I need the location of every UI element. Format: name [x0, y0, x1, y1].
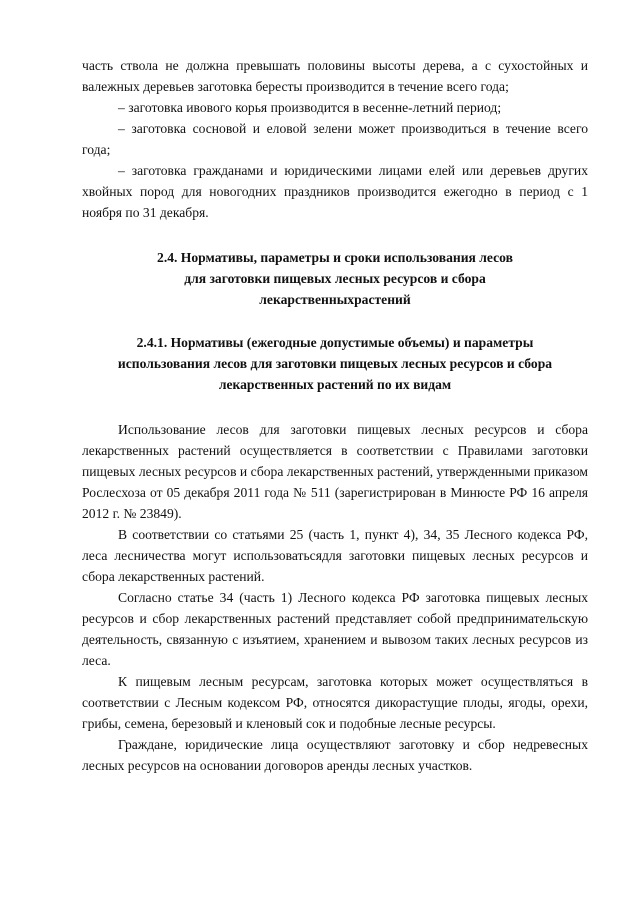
- section-heading-2-4-line-3: лекарственныхрастений: [259, 292, 411, 307]
- paragraph-rules: Использование лесов для заготовки пищевых лесных ресурсов и сбора лекарственных растений осуществляется в соответствии с Правилами заготовки пищевых лесных ресурсов и сбора лекарственных растений, утвержденными приказом Рослесхоза от 05 декабря 2011 года № 511 (зарегистрирован в Минюсте РФ 16 апреля 2012 г. № 23849).: [82, 422, 588, 521]
- section-heading-2-4-1: [82, 332, 588, 395]
- section-heading-2-4-1-line-2: использования лесов для заготовки пищевых лесных ресурсов и сбора: [117, 356, 553, 371]
- list-item-willow-bark: – заготовка ивового корья производится в весенне-летний период;: [118, 100, 502, 115]
- list-continuation-paragraph: часть ствола не должна превышать половины высоты дерева, а с сухостойных и валежных деревьев заготовка бересты производится в течение всего года;: [82, 58, 588, 94]
- list-item-pine-spruce-greens: – заготовка сосновой и еловой зелени может производиться в течение всего года;: [82, 121, 588, 157]
- paragraph-citizens: Граждане, юридические лица осуществляют заготовку и сбор недревесных лесных ресурсов на основании договоров аренды лесных участков.: [82, 737, 588, 773]
- document-page: [82, 55, 588, 776]
- spacer: [82, 395, 588, 419]
- spacer: [82, 223, 588, 247]
- paragraph-food-resources: К пищевым лесным ресурсам, заготовка которых может осуществляться в соответствии с Лесным кодексом РФ, относятся дикорастущие плоды, ягоды, орехи, грибы, семена, березовый и кленовый сок и подобные лесные ресурсы.: [82, 674, 588, 731]
- section-heading-2-4-line-1: 2.4. Нормативы, параметры и сроки использования лесов: [157, 250, 513, 265]
- paragraph-articles: В соответствии со статьями 25 (часть 1, пункт 4), 34, 35 Лесного кодекса РФ, леса лесничества могут использоватьсядля заготовки пищевых лесных ресурсов и сбора лекарственных растений.: [82, 527, 588, 584]
- section-heading-2-4-1-line-1: 2.4.1. Нормативы (ежегодные допустимые объемы) и параметры: [136, 335, 534, 350]
- paragraph-article-34: Согласно статье 34 (часть 1) Лесного кодекса РФ заготовка пищевых лесных ресурсов и сбор лекарственных растений представляет собой предпринимательскую деятельность, связанную с изъятием, хранением и вывозом таких лесных ресурсов из леса.: [82, 590, 588, 668]
- section-heading-2-4: [82, 247, 588, 310]
- section-heading-2-4-1-line-3: лекарственных растений по их видам: [218, 377, 452, 392]
- section-heading-2-4-line-2: для заготовки пищевых лесных ресурсов и сбора: [184, 271, 486, 286]
- list-item-new-year-trees: – заготовка гражданами и юридическими лицами елей или деревьев других хвойных пород для новогодних праздников производится ежегодно в период с 1 ноября по 31 декабря.: [82, 163, 588, 220]
- spacer: [82, 310, 588, 332]
